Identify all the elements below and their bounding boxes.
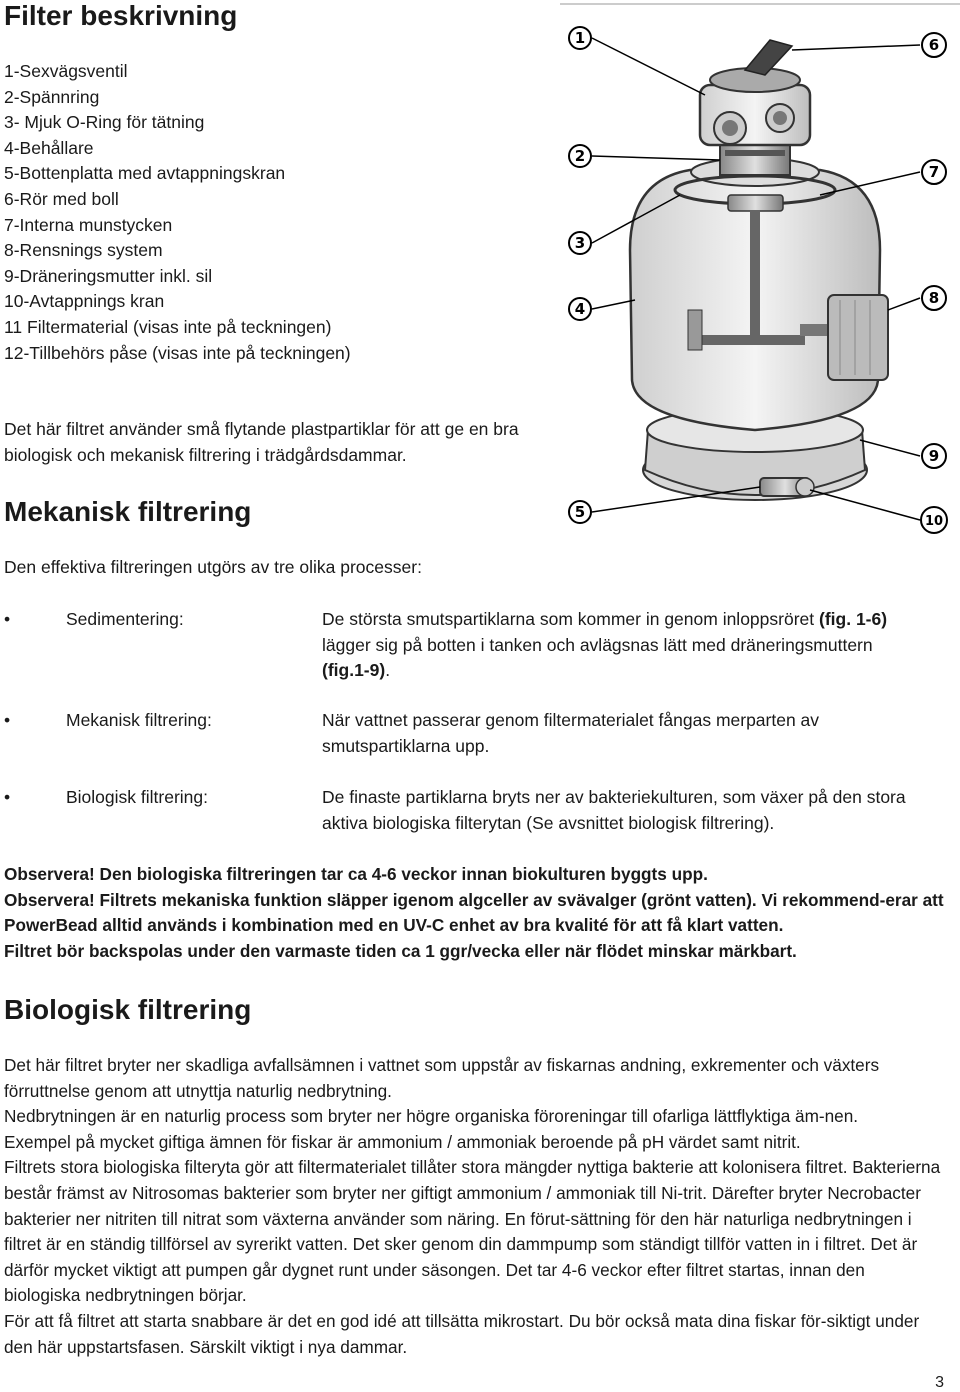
process-term: Sedimentering: [66,609,184,629]
svg-text:7: 7 [928,163,940,181]
section-heading-biologisk: Biologisk filtrering [4,994,252,1025]
parts-item: 11 Filtermaterial (visas inte på teckningen) [4,316,332,337]
note: Observera! Den biologiska filtreringen tar ca 4-6 veckor innan biokulturen byggts upp. [4,864,708,884]
paragraph: Exempel på mycket giftiga ämnen för fiskar är ammonium / ammoniak beroende på pH värdet samt nitrit. [4,1131,801,1152]
svg-text:3: 3 [574,234,586,252]
callout-9 [922,444,946,468]
process-desc: De största smutspartiklarna som kommer in genom inloppsröret (fig. 1-6) lägger sig på botten i tanken och avlägsnas lätt med dräneringsmuttern (fig.1-9). [322,609,888,681]
svg-text:1: 1 [574,29,586,47]
parts-item: 9-Dräneringsmutter inkl. sil [4,265,213,286]
notes-block [4,862,954,964]
filter-diagram [560,0,960,540]
section-lead: Den effektiva filtreringen utgörs av tre olika processer: [4,557,422,577]
biologisk-body [4,1053,944,1360]
bullet: • [4,710,11,730]
callout-6 [922,33,946,57]
paragraph: Nedbrytningen är en naturlig process som bryter ner högre organiska föroreningar till ofarliga lättflyktiga äm-nen. [4,1106,859,1127]
parts-item: 3- Mjuk O-Ring för tätning [4,112,205,133]
process-term: Mekanisk filtrering: [66,710,212,730]
svg-text:10: 10 [924,514,944,529]
svg-text:5: 5 [574,503,586,521]
parts-item: 1-Sexvägsventil [4,61,128,81]
bullet: • [4,609,11,629]
parts-item: 4-Behållare [4,137,94,158]
callout-8 [922,286,946,310]
note: Filtret bör backspolas under den varmaste tiden ca 1 ggr/vecka eller när flödet minskar märkbart. [4,940,797,961]
parts-item: 10-Avtappnings kran [4,291,165,312]
callout-1 [569,27,591,49]
paragraph: För att få filtret att starta snabbare är det en god idé att tillsätta mikrostart. Du bör också mata dina fiskar för-siktigt under den här uppstartsfasen. Särskilt viktigt i nya dammar. [4,1310,920,1357]
paragraph: Det här filtret bryter ner skadliga avfallsämnen i vattnet som uppstår av fiskarnas andning, exkrementer och växters förruttnelse genom att utnyttja naturlig nedbrytning. [4,1055,880,1101]
callout-5 [569,501,591,523]
callout-3 [569,232,591,254]
paragraph: Filtrets stora biologiska filteryta gör att filtermaterialet tillåter stora mängder nyttiga bakterie att kolonisera filtret. Bakterierna består främst av Nitrosomas bakterier som bryter ner giftigt ammonium / ammoniak till Ni-trit. Därefter bryter Necrobacter bakterier ner nitriten till nitrat som växterna använder som näring. En förut-sättning för den här naturliga nedbrytningen i filtret är en ständig tillförsel av syrerikt vatten. Det sker genom din dammpump som ständigt tillför vatten in i filtret. Det är därför mycket viktigt att pumpen går dygnet runt under säsongen. Det tar 4-6 veckor efter filtret startas, innan den biologiska nedbrytningen börjar. [4,1157,941,1306]
parts-item: 12-Tillbehörs påse (visas inte på teckningen) [4,342,351,363]
parts-item: 2-Spännring [4,86,100,107]
process-term: Biologisk filtrering: [66,787,208,807]
callout-7 [922,160,946,184]
bullet: • [4,787,11,807]
page-title: Filter beskrivning [4,0,238,31]
svg-text:6: 6 [928,36,940,54]
parts-item: 5-Bottenplatta med avtappningskran [4,163,286,184]
callout-10 [921,507,947,533]
svg-text:2: 2 [574,147,586,165]
svg-text:4: 4 [574,300,586,318]
svg-text:9: 9 [928,447,940,465]
svg-text:8: 8 [928,289,940,307]
callout-4 [569,298,591,320]
process-desc: De finaste partiklarna bryts ner av bakteriekulturen, som växer på den stora aktiva biologiska filterytan (Se avsnittet biologisk filtrering). [322,787,906,833]
parts-item: 8-Rensnings system [4,240,163,261]
process-desc: När vattnet passerar genom filtermaterialet fångas merparten av smutspartiklarna upp. [322,710,820,756]
parts-item: 6-Rör med boll [4,188,119,209]
note: Observera! Filtrets mekaniska funktion släpper igenom algceller av svävalger (grönt vatten). Vi rekommend-erar att PowerBead alltid används i kombination med en UV-C enhet av bra kvalité för att få klart vatten. [4,889,944,936]
callout-2 [569,145,591,167]
section-heading-mekanisk: Mekanisk filtrering [4,496,252,527]
intro-paragraph: Det här filtret använder små flytande plastpartiklar för att ge en bra biologisk och mekanisk filtrering i trädgårdsdammar. [4,419,519,465]
parts-item: 7-Interna munstycken [4,214,173,235]
page-number: 3 [935,1374,944,1391]
parts-list [4,59,351,366]
